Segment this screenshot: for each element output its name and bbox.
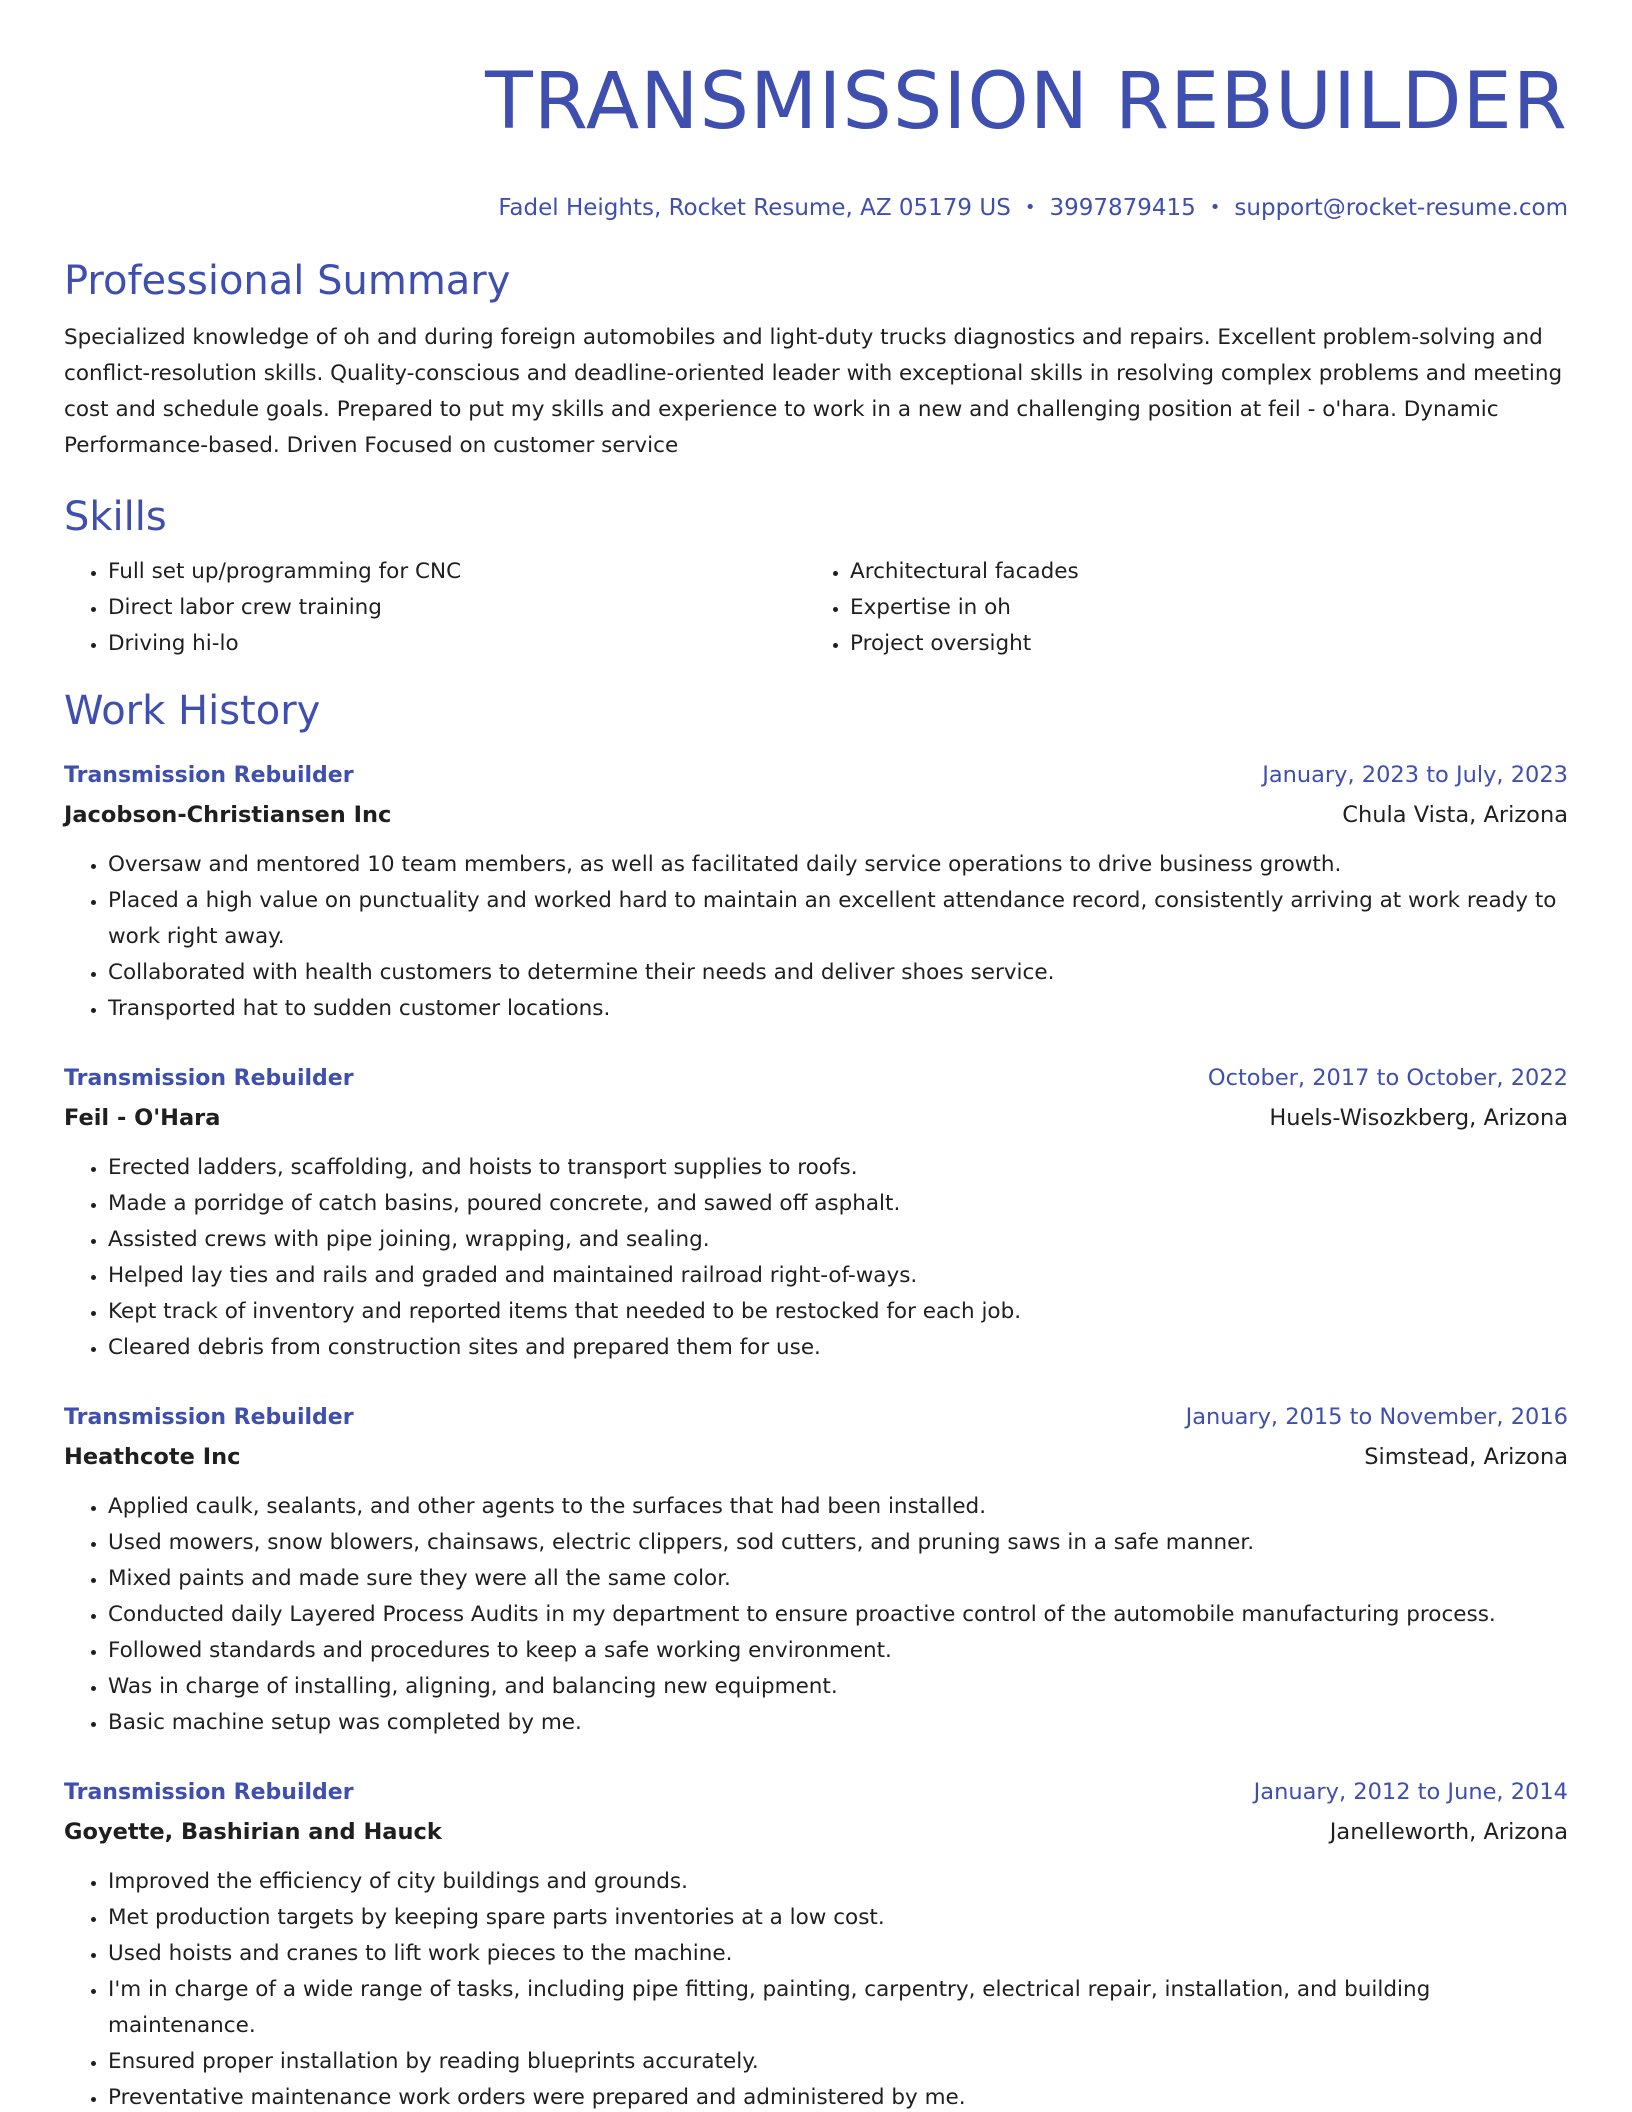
job-duty: • Helped lay ties and rails and graded and maintained railroad right-of-ways.	[108, 1258, 1568, 1294]
job-dates: January, 2023 to July, 2023	[1262, 762, 1568, 788]
job-entry	[64, 756, 1568, 1027]
job-duty: • Followed standards and procedures to keep a safe working environment.	[108, 1633, 1568, 1669]
job-duty: • Transported hat to sudden customer locations.	[108, 991, 1568, 1027]
job-duty: • Was in charge of installing, aligning, and balancing new equipment.	[108, 1669, 1568, 1705]
job-duty: • Collaborated with health customers to determine their needs and deliver shoes service.	[108, 955, 1568, 991]
skill-item: • Expertise in oh	[850, 590, 1548, 626]
job-duty: • Met production targets by keeping spare parts inventories at a low cost.	[108, 1900, 1568, 1936]
job-location: Huels-Wisozkberg, Arizona	[1269, 1105, 1568, 1131]
job-duties-list	[64, 1150, 1568, 1366]
summary-heading: Professional Summary	[64, 258, 511, 304]
contact-line	[64, 192, 1568, 224]
job-dates: January, 2012 to June, 2014	[1253, 1779, 1568, 1805]
job-duty: • Kept track of inventory and reported items that needed to be restocked for each job.	[108, 1294, 1568, 1330]
job-title: Transmission Rebuilder	[64, 1066, 354, 1091]
skills-column-left	[64, 554, 806, 662]
summary-text: Specialized knowledge of oh and during foreign automobiles and light-duty trucks diagnostics and repairs. Excellent problem-solving and conflict-resolution skills. Quality-conscious and deadline-oriented leader with exceptional skills in resolving complex problems and meeting cost and schedule goals. Prepared to put my skills and experience to work in a new and challenging position at feil - o'hara. Dynamic Performance-based. Driven Focused on customer service	[64, 325, 1563, 458]
job-duty: • Assisted crews with pipe joining, wrapping, and sealing.	[108, 1222, 1568, 1258]
job-company: Jacobson-Christiansen Inc	[64, 802, 392, 828]
job-entry	[64, 1059, 1568, 1366]
skill-item: • Architectural facades	[850, 554, 1548, 590]
job-duties-list	[64, 1864, 1568, 2112]
job-header-row	[64, 756, 1568, 795]
job-company-row	[64, 1812, 1568, 1852]
skill-item: • Driving hi-lo	[108, 626, 806, 662]
job-duties-list	[64, 1489, 1568, 1741]
job-location: Janelleworth, Arizona	[1329, 1819, 1568, 1845]
job-company: Goyette, Bashirian and Hauck	[64, 1819, 442, 1845]
contact-address: Fadel Heights, Rocket Resume, AZ 05179 US	[498, 195, 1011, 221]
skill-item: • Project oversight	[850, 626, 1548, 662]
job-duties-list	[64, 847, 1568, 1027]
job-duty: • Conducted daily Layered Process Audits in my department to ensure proactive control of the automobile manufacturing process.	[108, 1597, 1568, 1633]
job-title: Transmission Rebuilder	[64, 763, 354, 788]
job-location: Simstead, Arizona	[1364, 1444, 1568, 1470]
job-duty: • Applied caulk, sealants, and other agents to the surfaces that had been installed.	[108, 1489, 1568, 1525]
job-company-row	[64, 1098, 1568, 1138]
skill-item: • Direct labor crew training	[108, 590, 806, 626]
job-header-row	[64, 1398, 1568, 1437]
contact-separator: •	[1024, 197, 1036, 218]
job-location: Chula Vista, Arizona	[1342, 802, 1568, 828]
job-duty: • Cleared debris from construction sites and prepared them for use.	[108, 1330, 1568, 1366]
job-duty: • Basic machine setup was completed by me.	[108, 1705, 1568, 1741]
contact-email: support@rocket-resume.com	[1234, 195, 1568, 221]
job-company-row	[64, 1437, 1568, 1477]
job-duty: • Mixed paints and made sure they were all the same color.	[108, 1561, 1568, 1597]
job-duty: • I'm in charge of a wide range of tasks, including pipe fitting, painting, carpentry, electrical repair, installation, and building maintenance.	[108, 1972, 1568, 2044]
job-title: Transmission Rebuilder	[64, 1405, 354, 1430]
job-duty: • Oversaw and mentored 10 team members, as well as facilitated daily service operations to drive business growth.	[108, 847, 1568, 883]
skills-column-right	[806, 554, 1548, 662]
job-duty: • Ensured proper installation by reading blueprints accurately.	[108, 2044, 1568, 2080]
job-duty: • Used mowers, snow blowers, chainsaws, electric clippers, sod cutters, and pruning saws in a safe manner.	[108, 1525, 1568, 1561]
job-duty: • Used hoists and cranes to lift work pieces to the machine.	[108, 1936, 1568, 1972]
job-header-row	[64, 1059, 1568, 1098]
job-dates: January, 2015 to November, 2016	[1185, 1404, 1568, 1430]
skill-item: • Full set up/programming for CNC	[108, 554, 806, 590]
job-company-row	[64, 795, 1568, 835]
work-history-heading: Work History	[64, 688, 321, 734]
job-duty: • Made a porridge of catch basins, poured concrete, and sawed off asphalt.	[108, 1186, 1568, 1222]
job-header-row	[64, 1773, 1568, 1812]
job-duty: • Erected ladders, scaffolding, and hoists to transport supplies to roofs.	[108, 1150, 1568, 1186]
job-duty: • Preventative maintenance work orders were prepared and administered by me.	[108, 2080, 1568, 2112]
contact-phone: 3997879415	[1049, 195, 1196, 221]
skills-heading: Skills	[64, 494, 167, 540]
job-entry	[64, 1398, 1568, 1741]
job-dates: October, 2017 to October, 2022	[1207, 1065, 1568, 1091]
job-duty: • Improved the efficiency of city buildings and grounds.	[108, 1864, 1568, 1900]
job-title: Transmission Rebuilder	[64, 1780, 354, 1805]
job-duty: • Placed a high value on punctuality and worked hard to maintain an excellent attendance record, consistently arriving at work ready to work right away.	[108, 883, 1568, 955]
job-entry	[64, 1773, 1568, 2112]
contact-separator: •	[1209, 197, 1221, 218]
resume-name-title: TRANSMISSION REBUILDER	[485, 57, 1568, 147]
skills-list	[64, 554, 1568, 662]
job-company: Feil - O'Hara	[64, 1105, 221, 1131]
job-company: Heathcote Inc	[64, 1444, 241, 1470]
